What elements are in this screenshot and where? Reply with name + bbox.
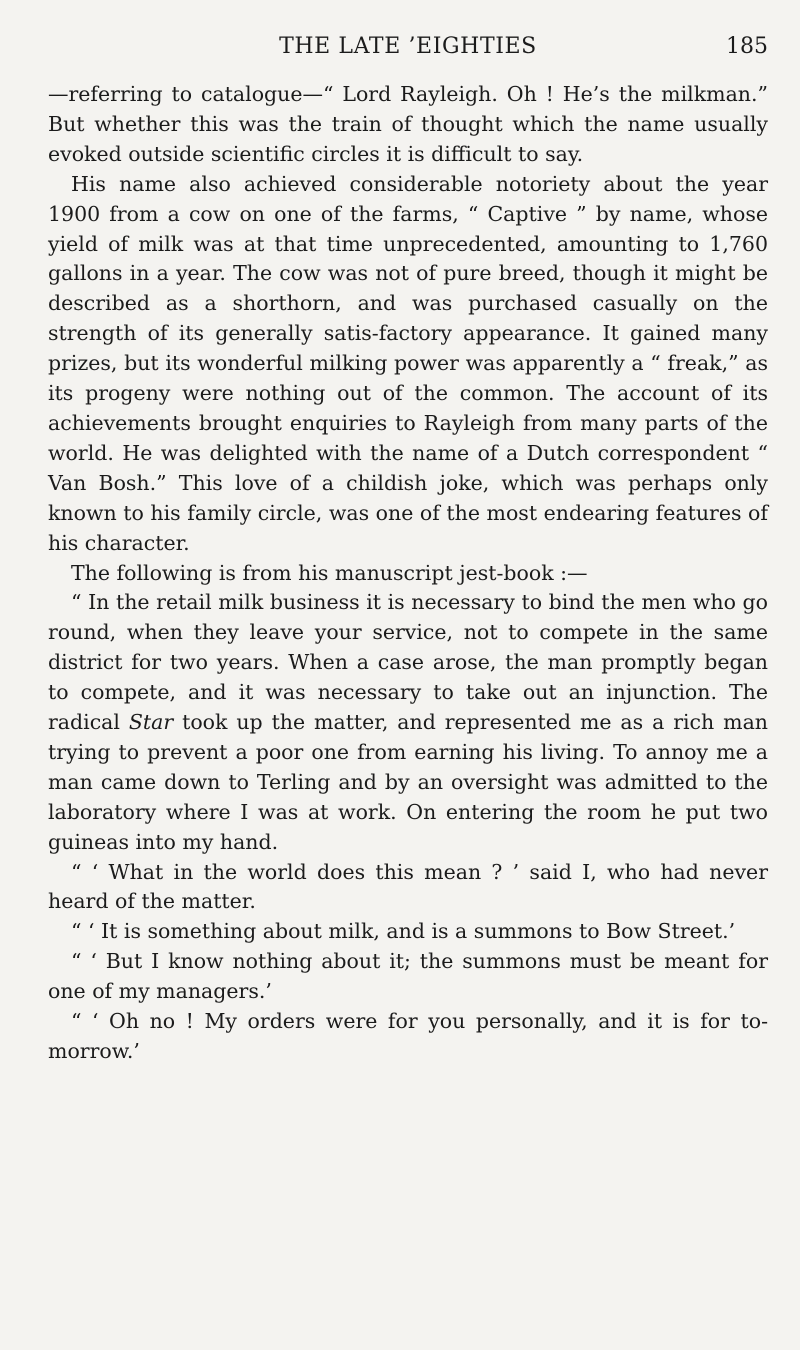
running-title: THE LATE ’EIGHTIES — [279, 34, 537, 59]
paragraph-text: took up the matter, and represented me as a rich man trying to prevent a poor one from earning his living. To annoy me a man came down to Terling and by an oversight was admitted to the laboratory where I was at work. On entering the room he put two guineas into my hand. — [48, 710, 769, 854]
paragraph-text: His name also achieved considerable notoriety about the year 1900 from a cow on one of the farms, “ Captive ” by name, whose yield of milk was at that time unprecedented, amounting to 1,760 gallons in a year. The cow was not of pure breed, though it might be described as a shorthorn, and was purchased casually on the strength of its generally satis-factory appearance. It gained many prizes, but its wonderful milking power was apparently a “ freak,” as its progeny were nothing out of the common. The account of its achievements brought enquiries to Rayleigh from many parts of the world. He was delighted with the name of a Dutch correspondent “ Van Bosh.” This love of a childish joke, which was perhaps only known to his family circle, was one of the most endearing features of his character. — [48, 171, 768, 555]
paragraph — [48, 170, 768, 559]
paragraph-text: “ ‘ What in the world does this mean ? ’ said I, who had never heard of the matter. — [48, 859, 768, 914]
running-head — [48, 26, 768, 70]
paragraph — [48, 588, 768, 857]
paragraph — [48, 917, 768, 947]
paragraph — [48, 1007, 768, 1067]
paragraph-text: “ ‘ Oh no ! My orders were for you personally, and it is for to-morrow.’ — [48, 1009, 768, 1063]
paragraph-text: “ ‘ It is something about milk, and is a summons to Bow Street.’ — [71, 919, 736, 944]
body-text — [48, 80, 768, 1067]
paragraph — [48, 559, 768, 589]
page-number: 185 — [726, 34, 768, 59]
paragraph-text: The following is from his manuscript jest-book :— — [71, 560, 588, 585]
paragraph — [48, 947, 768, 1007]
book-page — [48, 26, 768, 1067]
paragraph-text: “ ‘ But I know nothing about it; the summons must be meant for one of my managers.’ — [48, 949, 768, 1004]
paragraph — [48, 858, 768, 918]
paragraph-text: —referring to catalogue—“ Lord Rayleigh. Oh ! He’s the milkman.” But whether this was the train of thought which the name usually evoked outside scientific circles it is difficult to say. — [48, 82, 768, 166]
paragraph-text: “ In the retail milk business it is necessary to bind the men who go round, when they leave your service, not to compete in the same district for two years. When a case arose, the man promptly began to compete, and it was necessary to take out an injunction. The radical — [48, 590, 768, 735]
italic-text: Star — [128, 710, 174, 735]
paragraph — [48, 80, 768, 170]
